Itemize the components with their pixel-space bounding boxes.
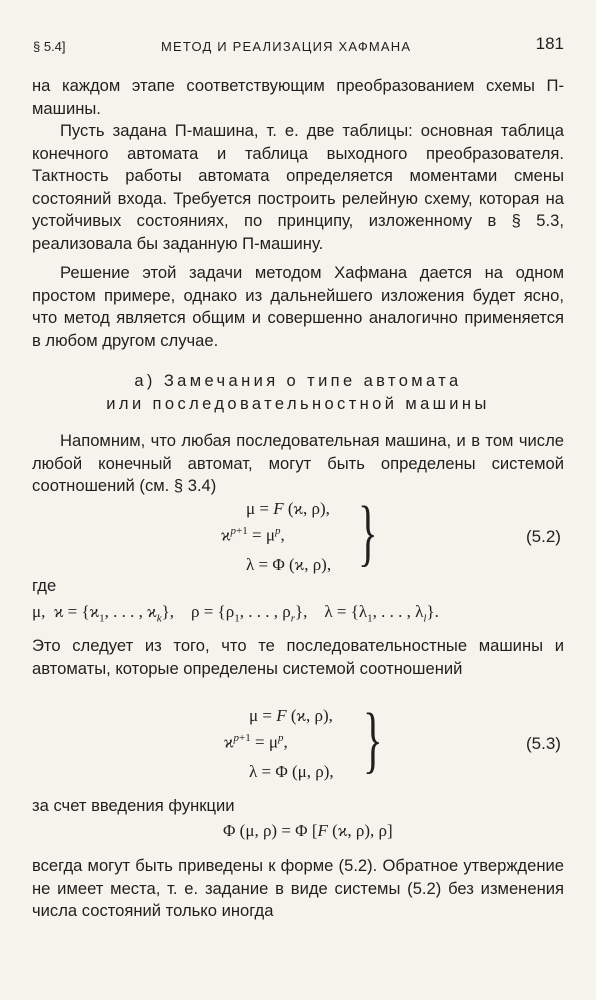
paragraph-solution: Решение этой задачи методом Хафмана дается на одном простом примере, однако из дальнейшего изложения будет ясно, что метод является общим и совершенно аналогично применяется в любом другом случае. xyxy=(32,263,564,350)
equation-line: λ = Φ (μ, ρ), xyxy=(249,762,334,781)
equation-line: $ϰ^{p+1} = \mu^p$, xyxy=(224,732,288,752)
page-number: 181 xyxy=(535,34,564,53)
paragraph-form: всегда могут быть приведены к форме (5.2). Обратное утверждение не имеет места, т. е. задание в виде системы (5.2) без изменения числа состояний только иногда xyxy=(32,856,564,921)
equation-line: $ϰ^{p+1} = \mu^p$, xyxy=(221,525,285,545)
equation-number: (5.2) xyxy=(526,527,561,546)
equation-line: λ = Φ (ϰ, ρ), xyxy=(246,555,332,574)
definition-line: μ, $ϰ = \{ϰ_1$, . . . , $ϰ_k$}, $\rho = \{\rho_1$, . . . , $\rho_r$}, $\lambda = \{\lambda_1$, . . . , $\lambda_l$}. xyxy=(32,602,439,625)
subheading-line-1: а) Замечания о типе автомата xyxy=(134,372,462,390)
paragraph-continued: на каждом этапе соответствующим преобразованием схемы П-машины. xyxy=(32,76,564,118)
right-brace: } xyxy=(358,492,378,574)
paragraph-task: Пусть задана П-машина, т. е. две таблицы: основная таблица конечного автомата и таблица выходного преобразователя. Тактность работы автомата определяется моментами смены состояний входа. Требуется построить релейную схему, которая на устойчивых состояниях, по принципу, изложенному в § 5.3, реализовала бы заданную П-машину. xyxy=(32,121,564,253)
equation-line: μ = F (ϰ, ρ), xyxy=(246,499,330,518)
header-section: § 5.4] xyxy=(33,39,66,54)
header-title: МЕТОД И РЕАЛИЗАЦИЯ ХАФМАНА xyxy=(161,39,412,54)
function-equation: Φ (μ, ρ) = Φ [F (ϰ, ρ), ρ] xyxy=(223,821,393,840)
paragraph-function: за счет введения функции xyxy=(32,796,235,815)
subheading-line-2: или последовательностной машины xyxy=(106,395,490,413)
running-header xyxy=(33,34,564,58)
right-brace: } xyxy=(363,699,383,781)
where-label: где xyxy=(32,576,57,595)
equation-number: (5.3) xyxy=(526,734,561,753)
paragraph-recall: Напомним, что любая последовательная машина, и в том числе любой конечный автомат, могут быть определены системой соотношений (см. § 3.4) xyxy=(32,431,564,496)
paragraph-follows: Это следует из того, что те последовательностные машины и автоматы, которые определены системой соотношений xyxy=(32,636,564,678)
equation-line: μ = F (ϰ, ρ), xyxy=(249,706,333,725)
